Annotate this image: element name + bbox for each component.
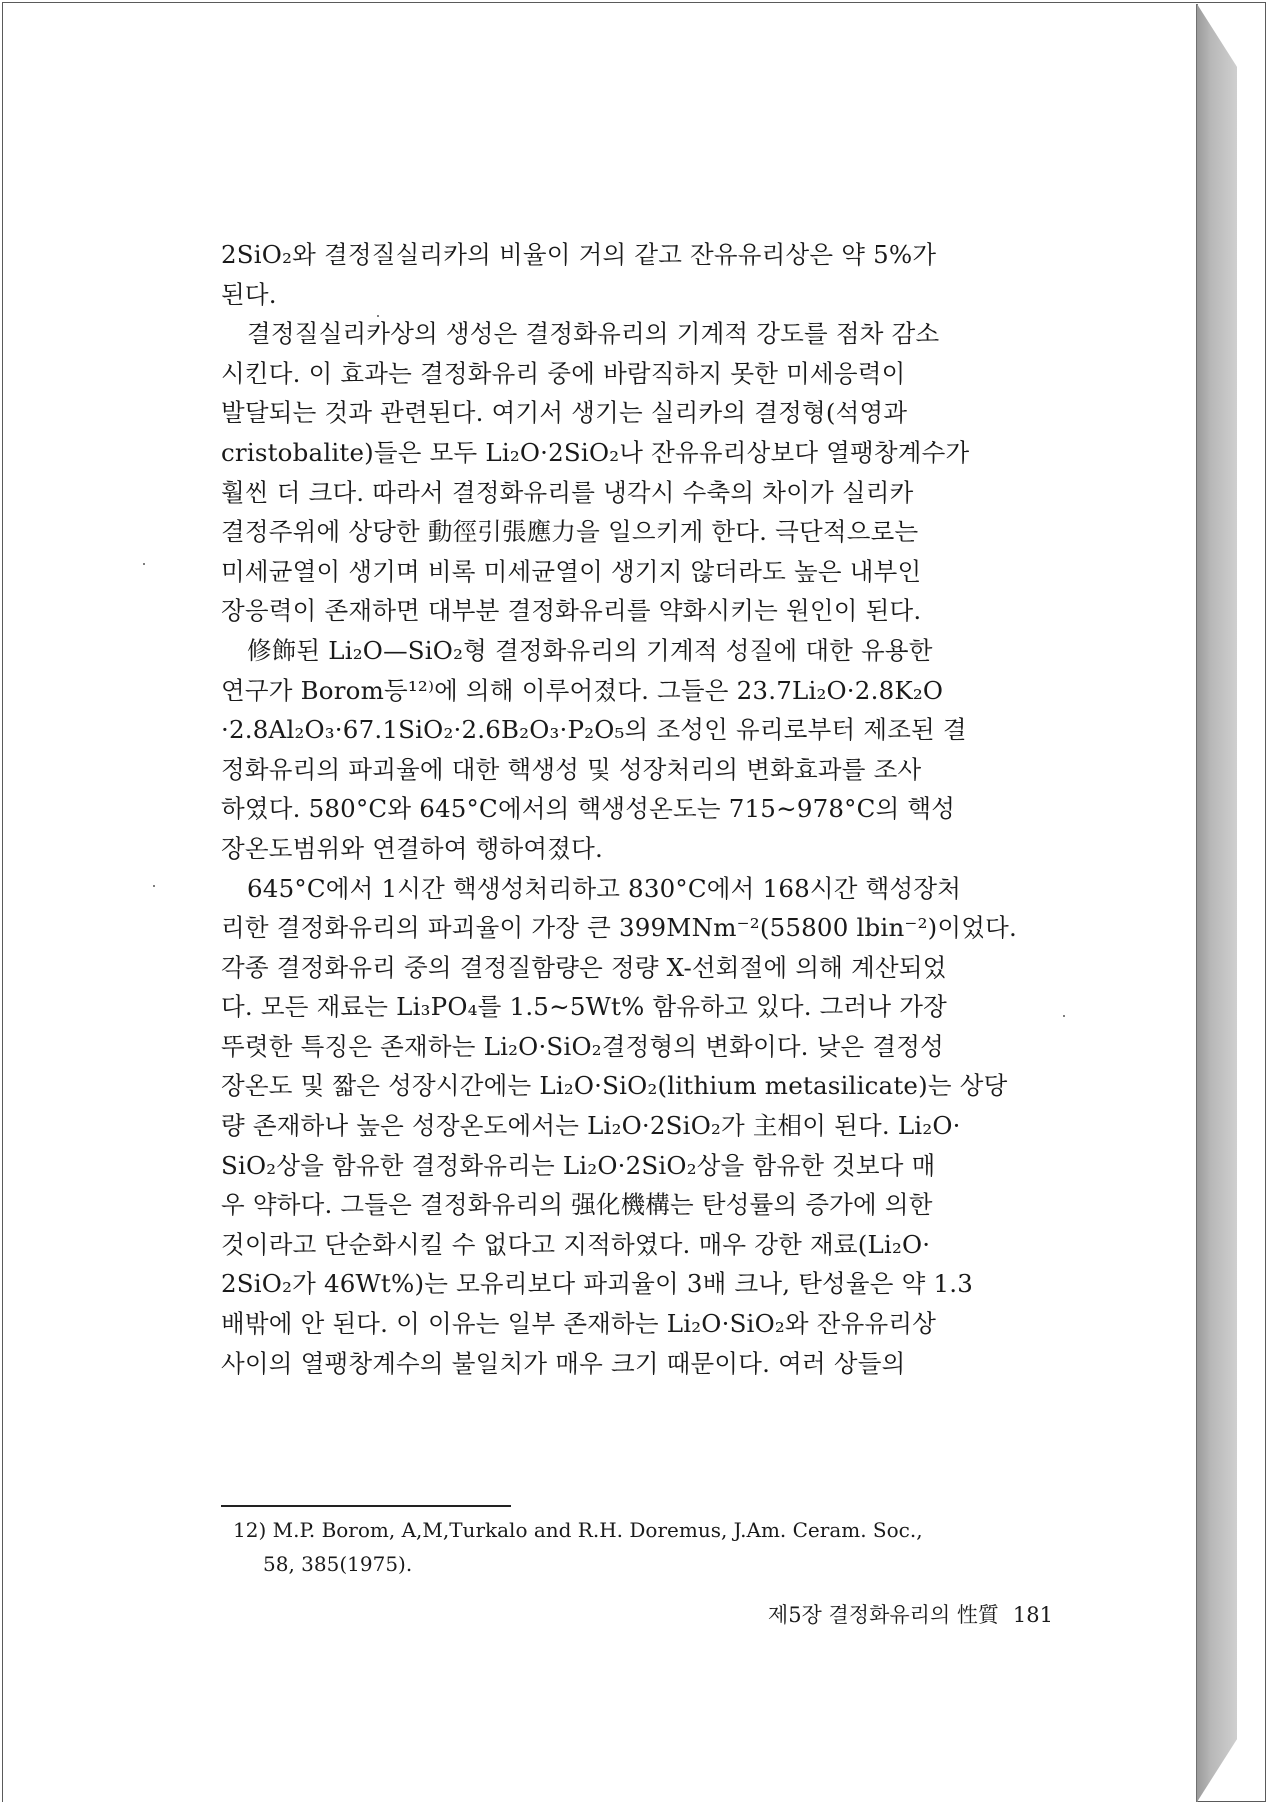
- scan-speck: [377, 315, 379, 317]
- page-number: 181: [1012, 1603, 1053, 1627]
- book-page-edge: [1197, 4, 1237, 1802]
- text-line: 정화유리의 파괴율에 대한 핵생성 및 성장처리의 변화효과를 조사: [221, 754, 922, 784]
- footnote-divider: [221, 1505, 511, 1507]
- text-line: 다. 모든 재료는 Li₃PO₄를 1.5∼5Wt% 함유하고 있다. 그러나 가장: [221, 992, 947, 1022]
- scan-speck: [143, 563, 145, 565]
- running-chapter-title: 제5장 결정화유리의 性質: [767, 1603, 999, 1627]
- paragraph-start-line: 645°C에서 1시간 핵생성처리하고 830°C에서 168시간 핵성장처: [247, 873, 962, 903]
- text-line: 하였다. 580°C와 645°C에서의 핵생성온도는 715∼978°C의 핵성: [221, 794, 956, 824]
- footnote-line: 58, 385(1975).: [263, 1552, 413, 1576]
- text-line: 된다.: [221, 279, 277, 309]
- text-line: 량 존재하나 높은 성장온도에서는 Li₂O·2SiO₂가 主相이 된다. Li₂O·: [221, 1111, 961, 1141]
- text-line: cristobalite)들은 모두 Li₂O·2SiO₂나 잔유유리상보다 열팽창계수가: [221, 437, 970, 467]
- paragraph-start-line: 修飾된 Li₂O—SiO₂형 결정화유리의 기계적 성질에 대한 유용한: [247, 635, 933, 665]
- text-line: 연구가 Borom등¹²⁾에 의해 이루어졌다. 그들은 23.7Li₂O·2.8K₂O: [221, 675, 944, 705]
- body-text: [221, 235, 1047, 1383]
- text-line: 미세균열이 생기며 비록 미세균열이 생기지 않더라도 높은 내부인: [221, 556, 922, 586]
- text-line: ·2.8Al₂O₃·67.1SiO₂·2.6B₂O₃·P₂O₅의 조성인 유리로부터 제조된 결: [221, 715, 967, 745]
- scan-speck: [153, 885, 155, 887]
- text-line: 것이라고 단순화시킬 수 없다고 지적하였다. 매우 강한 재료(Li₂O·: [221, 1229, 931, 1259]
- text-line: SiO₂상을 함유한 결정화유리는 Li₂O·2SiO₂상을 함유한 것보다 매: [221, 1150, 936, 1180]
- text-line: 장온도범위와 연결하여 행하여졌다.: [221, 833, 603, 863]
- text-line: 훨씬 더 크다. 따라서 결정화유리를 냉각시 수축의 차이가 실리카: [221, 477, 914, 507]
- text-line: 각종 결정화유리 중의 결정질함량은 정량 X-선회절에 의해 계산되었: [221, 952, 947, 982]
- text-line: 리한 결정화유리의 파괴율이 가장 큰 399MNm⁻²(55800 lbin⁻²)이었다.: [221, 913, 1017, 943]
- footnote-line: 12) M.P. Borom, A,M,Turkalo and R.H. Doremus, J.Am. Ceram. Soc.,: [233, 1518, 923, 1542]
- text-line: 2SiO₂가 46Wt%)는 모유리보다 파괴율이 3배 크나, 탄성율은 약 1.3: [221, 1269, 974, 1299]
- text-line: 시킨다. 이 효과는 결정화유리 중에 바람직하지 못한 미세응력이: [221, 358, 906, 388]
- text-line: 2SiO₂와 결정질실리카의 비율이 거의 같고 잔유유리상은 약 5%가: [221, 240, 937, 269]
- text-line: 발달되는 것과 관련된다. 여기서 생기는 실리카의 결정형(석영과: [221, 398, 908, 428]
- book-page: [3, 3, 1196, 1802]
- text-line: 사이의 열팽창계수의 불일치가 매우 크기 때문이다. 여러 상들의: [221, 1348, 906, 1378]
- text-line: 우 약하다. 그들은 결정화유리의 强化機構는 탄성률의 증가에 의한: [221, 1190, 933, 1220]
- text-line: 결정주위에 상당한 動徑引張應力을 일으키게 한다. 극단적으로는: [221, 517, 919, 547]
- page-footer: [663, 1599, 1053, 1629]
- footnote: [233, 1513, 1053, 1581]
- text-line: 뚜렷한 특징은 존재하는 Li₂O·SiO₂결정형의 변화이다. 낮은 결정성: [221, 1031, 944, 1061]
- scan-speck: [1063, 1015, 1065, 1017]
- paragraph-start-line: 결정질실리카상의 생성은 결정화유리의 기계적 강도를 점차 감소: [247, 319, 940, 349]
- text-line: 장온도 및 짧은 성장시간에는 Li₂O·SiO₂(lithium metasilicate)는 상당: [221, 1071, 1008, 1101]
- text-line: 배밖에 안 된다. 이 이유는 일부 존재하는 Li₂O·SiO₂와 잔유유리상: [221, 1309, 937, 1339]
- text-line: 장응력이 존재하면 대부분 결정화유리를 약화시키는 원인이 된다.: [221, 596, 922, 626]
